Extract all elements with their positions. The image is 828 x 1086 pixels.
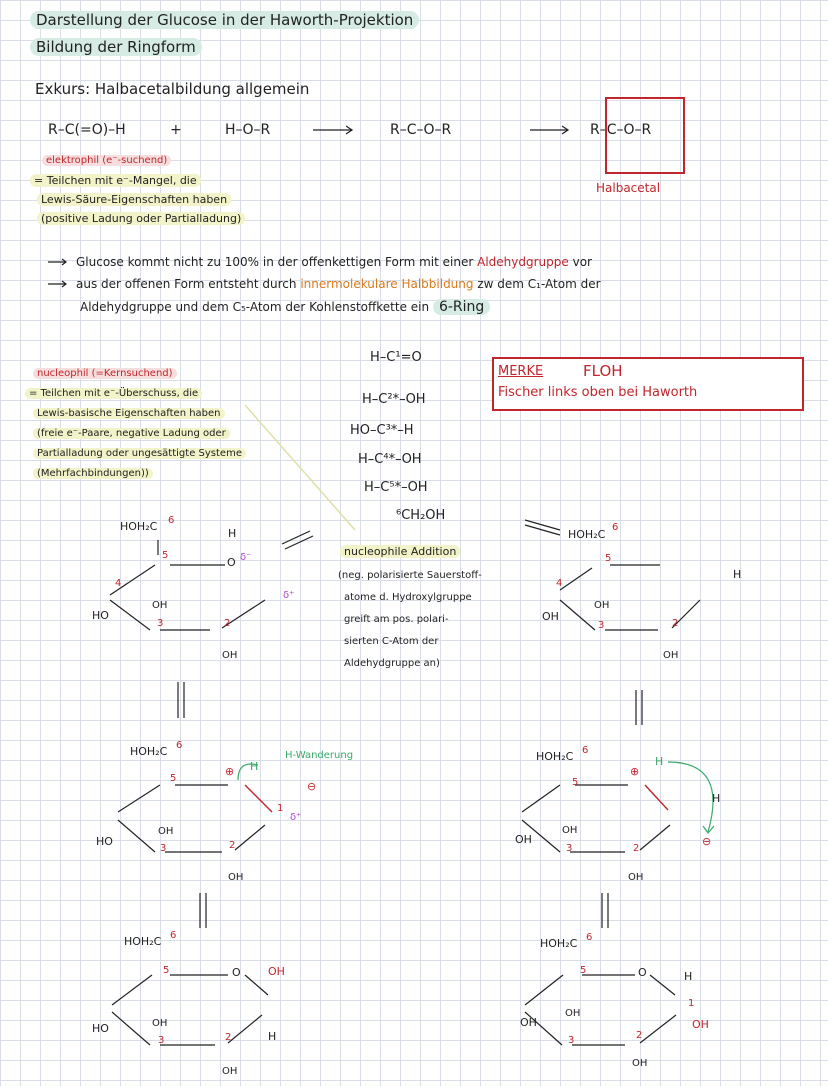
r3-minus: ⊖ — [307, 780, 317, 793]
note-1-end: vor — [572, 255, 592, 269]
r2-c3: 3 — [598, 620, 605, 631]
r5-ho: HO — [92, 1022, 109, 1035]
r1-oh-c2: OH — [222, 650, 238, 661]
r1-c6: 6 — [168, 515, 175, 526]
nucleophil-def-1: = Teilchen mit e⁻-Überschuss, die — [25, 388, 202, 399]
r3-plus: ⊕ — [225, 765, 235, 778]
eq-intermediate: R–C–O–R — [390, 122, 452, 138]
r6-h-c1: H — [684, 970, 693, 983]
fischer-row-2: H–C²*–OH — [362, 392, 426, 407]
r3-delta-plus: δ⁺ — [290, 812, 302, 823]
merke-rule: FLOH — [583, 362, 623, 380]
r1-c2: 2 — [224, 618, 231, 629]
r2-c6: 6 — [612, 522, 619, 533]
fischer-row-1: H–C¹=O — [370, 350, 422, 365]
r3-h-circled: H — [250, 760, 259, 773]
halbacetal-box — [605, 97, 685, 174]
r4-oh-c2: OH — [628, 872, 644, 883]
note-line-1 — [76, 255, 592, 269]
r2-c4: 4 — [556, 578, 563, 589]
r4-c2: 2 — [633, 843, 640, 854]
r2-oh-c4: OH — [542, 610, 559, 623]
addition-text-5: Aldehydgruppe an) — [344, 658, 440, 669]
r6-oh-c3: OH — [565, 1008, 581, 1019]
r4-c3: 3 — [566, 843, 573, 854]
addition-title: nucleophile Addition — [340, 545, 460, 558]
electrophil-def-3: (positive Ladung oder Partialladung) — [37, 212, 245, 225]
r5-oh-c2: OH — [222, 1066, 238, 1077]
r5-h-c1: H — [268, 1030, 277, 1043]
r6-oh-c1: OH — [692, 1018, 709, 1031]
r4-c6: 6 — [582, 745, 589, 756]
eq-plus: + — [170, 122, 182, 138]
r6-oh-c2: OH — [632, 1058, 648, 1069]
fischer-row-5: H–C⁵*–OH — [364, 480, 428, 495]
r1-delta-plus: δ⁺ — [283, 590, 295, 601]
ring-closed-2 — [525, 975, 676, 1045]
nucleophil-label: nucleophil (=Kernsuchend) — [33, 368, 177, 379]
h-wanderung-label: H-Wanderung — [285, 750, 354, 761]
r3-c5: 5 — [170, 773, 177, 784]
electrophil-def-1: = Teilchen mit e⁻-Mangel, die — [30, 174, 201, 187]
r5-c2: 2 — [225, 1032, 232, 1043]
note-2-end: zw dem C₁-Atom der — [477, 277, 601, 291]
r4-h-circled: H — [655, 755, 664, 768]
addition-text-2: atome d. Hydroxylgruppe — [344, 592, 472, 603]
r6-c6: 6 — [586, 932, 593, 943]
halbacetal-label: Halbacetal — [596, 181, 661, 195]
r4-hoh2c: HOH₂C — [536, 750, 574, 763]
r4-oh-c3: OH — [562, 825, 578, 836]
addition-text-3: greift am pos. polari- — [344, 614, 449, 625]
r3-ho: HO — [96, 835, 113, 848]
r3-c1: 1 — [277, 803, 284, 814]
r2-oh-c3: OH — [594, 600, 610, 611]
r6-c1: 1 — [688, 998, 695, 1009]
note-3-text: Aldehydgruppe und dem C₅-Atom der Kohlenstoffkette ein — [80, 300, 430, 314]
fischer-row-4: H–C⁴*–OH — [358, 452, 422, 467]
r3-c3: 3 — [160, 843, 167, 854]
r1-c4: 4 — [115, 578, 122, 589]
r4-c5: 5 — [572, 777, 579, 788]
page-subtitle: Bildung der Ringform — [30, 38, 202, 56]
ring-mid-2 — [522, 785, 670, 852]
merke-text: Fischer links oben bei Haworth — [498, 385, 698, 400]
ring-mid-1 — [118, 785, 265, 852]
note-line-3 — [80, 299, 490, 315]
r2-c2: 2 — [672, 618, 679, 629]
r2-c5: 5 — [605, 553, 612, 564]
r1-hoh2c: HOH₂C — [120, 520, 158, 533]
r6-c2: 2 — [636, 1030, 643, 1041]
r1-h-top: H — [228, 527, 237, 540]
r3-oh-c3: OH — [158, 826, 174, 837]
note-1-highlight: Aldehydgruppe — [477, 255, 569, 269]
exkurs-heading: Exkurs: Halbacetalbildung allgemein — [35, 80, 310, 98]
r6-c5: 5 — [580, 965, 587, 976]
r5-hoh2c: HOH₂C — [124, 935, 162, 948]
r2-h-right: H — [733, 568, 742, 581]
r1-delta-minus: δ⁻ — [240, 552, 252, 563]
merke-label: MERKE — [498, 364, 544, 379]
note-1-text: Glucose kommt nicht zu 100% in der offenkettigen Form mit einer — [76, 255, 474, 269]
note-2-highlight: innermolekulare Halbbildung — [300, 277, 474, 291]
electrophil-label: elektrophil (e⁻-suchend) — [42, 155, 171, 166]
addition-text-1: (neg. polarisierte Sauerstoff- — [338, 570, 482, 581]
r2-hoh2c: HOH₂C — [568, 528, 606, 541]
r4-minus: ⊖ — [702, 835, 712, 848]
r1-o: O — [227, 556, 236, 569]
r5-oh-c1: OH — [268, 965, 285, 978]
r6-oh-c4: OH — [520, 1016, 537, 1029]
r3-hoh2c: HOH₂C — [130, 745, 168, 758]
r5-c6: 6 — [170, 930, 177, 941]
nucleophil-def-4: Partialladung oder ungesättigte Systeme — [33, 448, 246, 459]
note-line-2 — [76, 277, 601, 291]
page-title: Darstellung der Glucose in der Haworth-Projektion — [30, 11, 419, 29]
r4-h-right: H — [712, 792, 721, 805]
r1-oh-c3: OH — [152, 600, 168, 611]
r5-c5: 5 — [163, 965, 170, 976]
eq-aldehyde: R–C(=O)–H — [48, 122, 126, 138]
r1-c3: 3 — [157, 618, 164, 629]
r3-c6: 6 — [176, 740, 183, 751]
note-3-ring: 6-Ring — [433, 299, 490, 315]
eq-product: R–C–O–R — [590, 122, 652, 138]
r4-plus: ⊕ — [630, 765, 640, 778]
r1-ho: HO — [92, 609, 109, 622]
r3-oh-c2: OH — [228, 872, 244, 883]
r2-oh-c2: OH — [663, 650, 679, 661]
electrophil-def-2: Lewis-Säure-Eigenschaften haben — [37, 193, 231, 206]
r3-c2: 2 — [229, 840, 236, 851]
ring-closed-1 — [112, 975, 268, 1045]
nucleophil-def-5: (Mehrfachbindungen)) — [33, 468, 153, 479]
r5-o: O — [232, 966, 241, 979]
r6-c3: 3 — [568, 1035, 575, 1046]
ring-open-2 — [560, 565, 700, 630]
r6-o: O — [638, 966, 647, 979]
r5-oh-c3: OH — [152, 1018, 168, 1029]
r1-c5: 5 — [162, 550, 169, 561]
fischer-row-6: ⁶CH₂OH — [396, 508, 446, 523]
fischer-row-3: HO–C³*–H — [350, 423, 414, 438]
eq-alcohol: H–O–R — [225, 122, 271, 138]
note-2-text: aus der offenen Form entsteht durch — [76, 277, 297, 291]
addition-text-4: sierten C-Atom der — [344, 636, 439, 647]
nucleophil-def-2: Lewis-basische Eigenschaften haben — [33, 408, 225, 419]
r4-oh-c4: OH — [515, 833, 532, 846]
r6-hoh2c: HOH₂C — [540, 937, 578, 950]
nucleophil-def-3: (freie e⁻-Paare, negative Ladung oder — [33, 428, 230, 439]
r5-c3: 3 — [158, 1035, 165, 1046]
